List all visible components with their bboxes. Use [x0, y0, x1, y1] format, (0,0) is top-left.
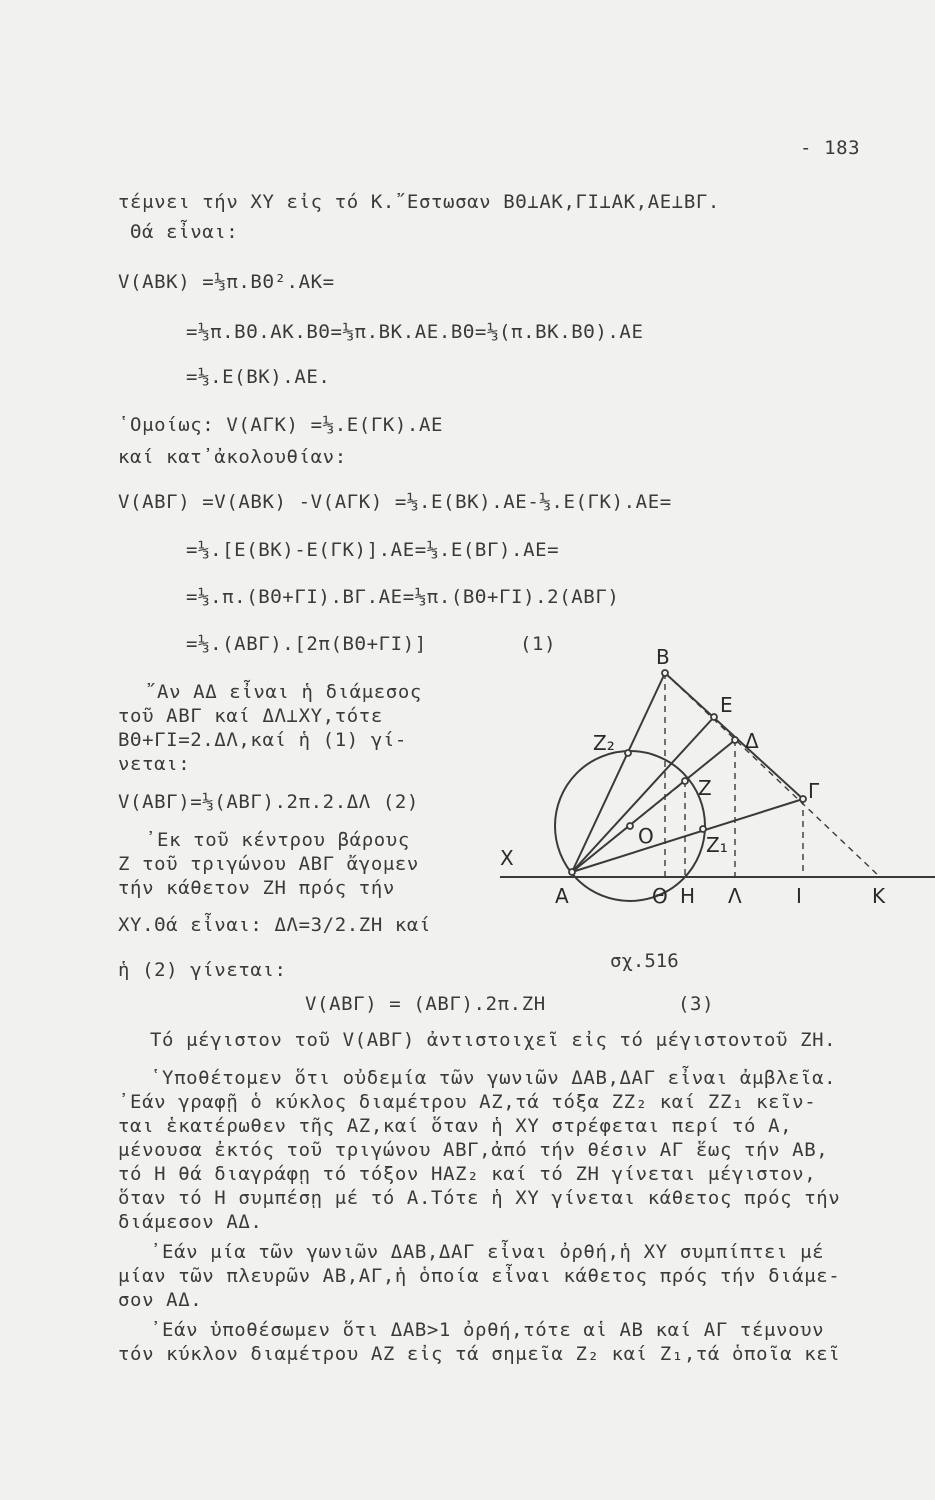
- point-z: [682, 778, 688, 784]
- dashed-bk: [665, 673, 880, 877]
- formula-line: =⅓.[Ε(ΒΚ)-Ε(ΓΚ)].ΑΕ=⅓.Ε(ΒΓ).ΑΕ=: [186, 539, 560, 561]
- text-line: ὅταν τό Η συμπέσῃ μέ τό Α.Τότε ἡ ΧΥ γίνεται κάθετος πρός τήν: [118, 1187, 841, 1209]
- text-line: ται ἑκατέρωθεν τῆς ΑΖ,καί ὅταν ἡ ΧΥ στρέφεται περί τό Α,: [118, 1115, 793, 1137]
- text-line: μίαν τῶν πλευρῶν ΑΒ,ΑΓ,ἡ ὁποία εἶναι κάθετος πρός τήν διάμε-: [118, 1265, 841, 1287]
- text-line: ἡ (2) γίνεται:: [118, 959, 287, 981]
- text-line: τόν κύκλον διαμέτρου ΑΖ εἰς τά σημεῖα Ζ₂ καί Ζ₁,τά ὁποῖα κεῖ: [118, 1343, 841, 1365]
- formula-line: =⅓.π.(ΒΘ+ΓΙ).ΒΓ.ΑΕ=⅓π.(ΒΘ+ΓΙ).2(ΑΒΓ): [186, 586, 620, 608]
- label-a: Α: [555, 884, 569, 908]
- formula-line: =⅓.(ΑΒΓ).[2π(ΒΘ+ΓΙ)]: [186, 633, 427, 655]
- text-line: ῾Υποθέτομεν ὅτι οὐδεμία τῶν γωνιῶν ΔΑΒ,ΔΑΓ εἶναι ἀμβλεῖα.: [150, 1067, 837, 1089]
- text-line: τήν κάθετον ΖΗ πρός τήν: [118, 877, 395, 899]
- point-a: [569, 869, 575, 875]
- label-z2: Ζ₂: [593, 731, 615, 755]
- label-o: Ο: [638, 824, 654, 848]
- label-g: Γ: [808, 779, 820, 803]
- text-line: ῎Αν ΑΔ εἶναι ἡ διάμεσος: [145, 681, 422, 703]
- text-line: μένουσα ἐκτός τοῦ τριγώνου ΑΒΓ,ἀπό τήν θέσιν ΑΓ ἕως τήν ΑΒ,: [118, 1139, 829, 1161]
- formula-line: ΧΥ.Θά εἶναι: ΔΛ=3/2.ΖΗ καί: [118, 914, 432, 936]
- point-b: [662, 670, 668, 676]
- page-number: - 183: [800, 137, 861, 159]
- label-th: Θ: [652, 884, 668, 908]
- label-d: Δ: [745, 729, 759, 753]
- point-g: [800, 796, 806, 802]
- text-line: Θά εἶναι:: [130, 221, 239, 243]
- point-o: [627, 823, 633, 829]
- text-line: καί κατ᾿ἀκολουθίαν:: [118, 446, 347, 468]
- text-line: ᾿Εάν γραφῇ ὁ κύκλος διαμέτρου ΑΖ,τά τόξα ΖΖ₂ καί ΖΖ₁ κεῖν-: [118, 1091, 817, 1113]
- text-line: σον ΑΔ.: [118, 1289, 203, 1311]
- text-line: νεται:: [118, 753, 191, 775]
- text-line: τέμνει τήν ΧΥ εἰς τό Κ.῎Εστωσαν ΒΘ⊥ΑΚ,ΓΙ⊥ΑΚ,ΑΕ⊥ΒΓ.: [118, 191, 720, 213]
- point-z1: [700, 826, 706, 832]
- formula-line: V(ΑΒΓ) = (ΑΒΓ).2π.ΖΗ: [305, 993, 546, 1015]
- equation-number: (1): [520, 633, 557, 655]
- equation-number: (3): [678, 993, 715, 1015]
- label-z1: Ζ₁: [706, 833, 728, 857]
- text-line: ᾿Εκ τοῦ κέντρου βάρους: [145, 829, 410, 851]
- text-line: Τό μέγιστον τοῦ V(ΑΒΓ) ἀντιστοιχεῖ εἰς τό μέγιστοντοῦ ΖΗ.: [150, 1029, 837, 1051]
- label-x: Χ: [500, 846, 514, 870]
- text-line: τό Η θά διαγράφῃ τό τόξον ΗΑΖ₂ καί τό ΖΗ γίνεται μέγιστον,: [118, 1163, 817, 1185]
- geometry-figure: [500, 640, 935, 940]
- label-b: Β: [656, 645, 670, 669]
- text-line: Ζ τοῦ τριγώνου ΑΒΓ ἄγομεν: [118, 853, 419, 875]
- point-z2: [625, 750, 631, 756]
- label-h: Η: [680, 884, 696, 908]
- formula-line: =⅓π.ΒΘ.ΑΚ.ΒΘ=⅓π.ΒΚ.ΑΕ.ΒΘ=⅓(π.ΒΚ.ΒΘ).ΑΕ: [186, 321, 644, 343]
- label-i: Ι: [796, 884, 802, 908]
- label-z: Ζ: [698, 776, 712, 800]
- text-line: ᾿Εάν μία τῶν γωνιῶν ΔΑΒ,ΔΑΓ εἶναι ὀρθή,ἡ ΧΥ συμπίπτει μέ: [150, 1241, 825, 1263]
- formula-line: V(ΑΒΚ) =⅓π.ΒΘ².ΑΚ=: [118, 271, 335, 293]
- text-line: ᾿Εάν ὑποθέσωμεν ὅτι ΔΑΒ>1 ὀρθή,τότε αἱ ΑΒ καί ΑΓ τέμνουν: [150, 1319, 825, 1341]
- text-line: διάμεσον ΑΔ.: [118, 1211, 263, 1233]
- figure-caption: σχ.516: [610, 950, 679, 972]
- text-line: τοῦ ΑΒΓ καί ΔΛ⊥ΧΥ,τότε: [118, 705, 383, 727]
- formula-line: ῾Ομοίως: V(ΑΓΚ) =⅓.Ε(ΓΚ).ΑΕ: [118, 414, 444, 436]
- label-e: Ε: [720, 693, 733, 717]
- point-d: [732, 737, 738, 743]
- point-e: [711, 714, 717, 720]
- text-line: ΒΘ+ΓΙ=2.ΔΛ,καί ἡ (1) γί-: [118, 729, 407, 751]
- label-l: Λ: [728, 884, 742, 908]
- formula-line: =⅓.Ε(ΒΚ).ΑΕ.: [186, 366, 331, 388]
- label-k: Κ: [872, 884, 886, 908]
- formula-line: V(ΑΒΓ) =V(ΑΒΚ) -V(ΑΓΚ) =⅓.Ε(ΒΚ).ΑΕ-⅓.Ε(ΓΚ).ΑΕ=: [118, 491, 672, 513]
- formula-line: V(ΑΒΓ)=⅓(ΑΒΓ).2π.2.ΔΛ (2): [118, 791, 419, 813]
